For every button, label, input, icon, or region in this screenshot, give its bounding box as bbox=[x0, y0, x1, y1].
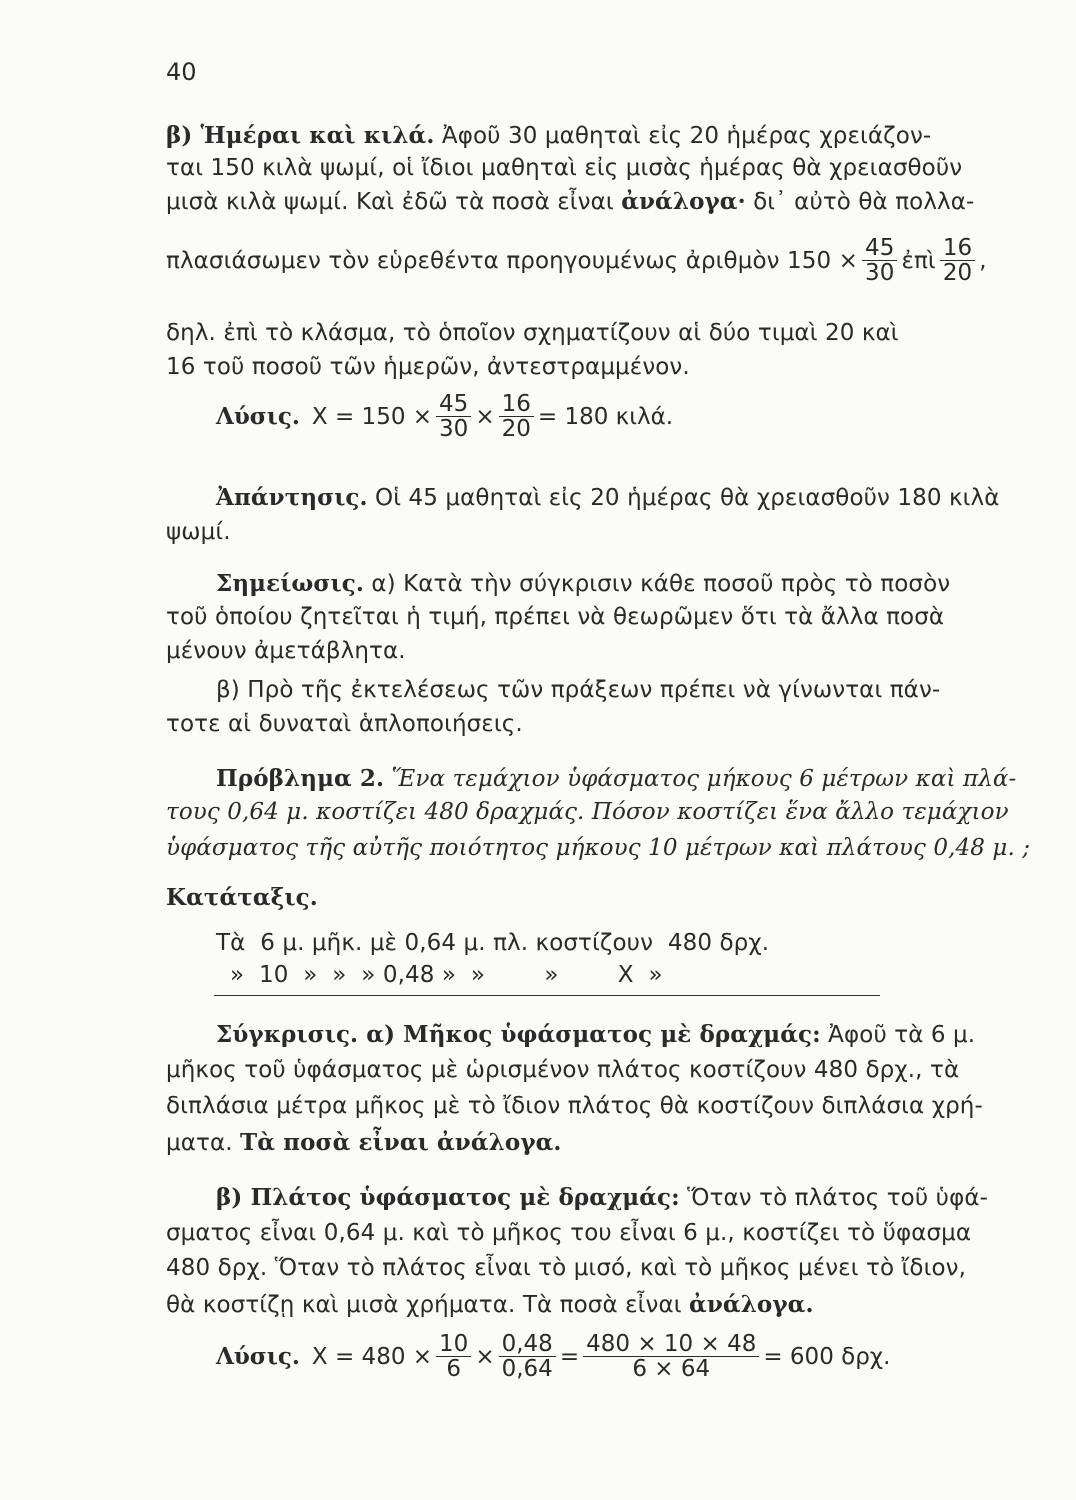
para1-line2: ται 150 κιλὰ ψωμί, οἱ ἴδιοι μαθηταὶ εἰς μισὰς ἡμέρας θὰ χρειασθοῦν bbox=[166, 155, 963, 181]
fraction-16-20: $\frac{16}{20}$ bbox=[499, 392, 534, 441]
answer-line1: Ἀπάντησις. Οἱ 45 μαθηταὶ εἰς 20 ἡμέρας θὰ χρειασθοῦν 180 κιλὰ bbox=[216, 484, 1000, 511]
arrangement-rule bbox=[214, 995, 880, 996]
para1-line3: μισὰ κιλὰ ψωμί. Καὶ ἐδῶ τὰ ποσὰ εἶναι ἀνάλογα· δι᾿ αὐτὸ θὰ πολλα- bbox=[166, 188, 975, 215]
comparison-line1: Σύγκρισις. α) Μῆκος ὑφάσματος μὲ δραχμάς: Ἀφοῦ τὰ 6 μ. bbox=[216, 1021, 976, 1048]
width-line4: θὰ κοστίζῃ καὶ μισὰ χρήματα. Τὰ ποσὰ εἶναι ἀνάλογα. bbox=[166, 1291, 814, 1318]
problem-line3: ὑφάσματος τῆς αὐτῆς ποιότητος μήκους 10 μέτρων καὶ πλάτους 0,48 μ. ; bbox=[166, 835, 1031, 861]
para1-line1: β) Ἡμέραι καὶ κιλά. Ἀφοῦ 30 μαθηταὶ εἰς 20 ἡμέρας χρειάζον- bbox=[166, 122, 932, 149]
width-line2: σματος εἶναι 0,64 μ. καὶ τὸ μῆκος του εἶναι 6 μ., κοστίζει τὸ ὕφασμα bbox=[166, 1220, 972, 1246]
fraction-product: $\frac{480 \times 10 \times 48}{6 \times 64}$ bbox=[583, 1332, 759, 1381]
fraction-048-064: $\frac{0,48}{0,64}$ bbox=[499, 1332, 556, 1381]
arrangement-row1: Τὰ 6 μ. μῆκ. μὲ 0,64 μ. πλ. κοστίζουν 480 δρχ. bbox=[216, 930, 770, 956]
problem-line2: τους 0,64 μ. κοστίζει 480 δραχμάς. Πόσον κοστίζει ἕνα ἄλλο τεμάχιον bbox=[166, 799, 1009, 825]
fraction-45-30: $\frac{45}{30}$ bbox=[862, 236, 897, 285]
fraction-45-30: $\frac{45}{30}$ bbox=[436, 392, 471, 441]
note-line1: Σημείωσις. α) Κατὰ τὴν σύγκρισιν κάθε ποσοῦ πρὸς τὸ ποσὸν bbox=[216, 570, 951, 597]
comparison-line2: μῆκος τοῦ ὑφάσματος μὲ ὡρισμένον πλάτος κοστίζουν 480 δρχ., τὰ bbox=[166, 1057, 960, 1083]
para1-line6: 16 τοῦ ποσοῦ τῶν ἡμερῶν, ἀντεστραμμένον. bbox=[166, 354, 690, 380]
width-line3: 480 δρχ. Ὅταν τὸ πλάτος εἶναι τὸ μισό, καὶ τὸ μῆκος μένει τὸ ἴδιον, bbox=[166, 1255, 967, 1281]
width-line1: β) Πλάτος ὑφάσματος μὲ δραχμάς: Ὅταν τὸ πλάτος τοῦ ὑφά- bbox=[216, 1184, 989, 1211]
note-line3: μένουν ἀμετάβλητα. bbox=[166, 638, 406, 664]
solution-2: Λύσις. X = 480 × $\frac{10}{6}$ × $\frac{0,48}{0,64}$ = $\frac{480 \times 10 \times 48}{6 \times 64}$ = 600 δρχ. bbox=[216, 1331, 891, 1383]
para1-line4: πλασιάσωμεν τὸν εὑρεθέντα προηγουμένως ἀριθμὸν 150 × $\frac{45}{30}$ ἐπὶ $\frac{16}{20}$ , bbox=[166, 235, 987, 287]
solution-1: Λύσις. X = 150 × $\frac{45}{30}$ × $\frac{16}{20}$ = 180 κιλά. bbox=[216, 391, 674, 443]
arrangement-row2: » 10 » » » 0,48 » » » X » bbox=[230, 962, 663, 988]
section-heading: β) Ἡμέραι καὶ κιλά. bbox=[166, 122, 435, 149]
page-number: 40 bbox=[166, 58, 197, 86]
fraction-10-6: $\frac{10}{6}$ bbox=[436, 1332, 471, 1381]
answer-line2: ψωμί. bbox=[166, 519, 231, 545]
note-line4: β) Πρὸ τῆς ἐκτελέσεως τῶν πράξεων πρέπει νὰ γίνωνται πάν- bbox=[216, 677, 941, 703]
note-line5: τοτε αἱ δυναταὶ ἁπλοποιήσεις. bbox=[166, 711, 523, 737]
para1-line5: δηλ. ἐπὶ τὸ κλάσμα, τὸ ὁποῖον σχηματίζουν αἱ δύο τιμαὶ 20 καὶ bbox=[166, 320, 899, 346]
comparison-line4: ματα. Τὰ ποσὰ εἶναι ἀνάλογα. bbox=[166, 1129, 562, 1156]
arrangement-heading: Κατάταξις. bbox=[166, 884, 318, 911]
fraction-16-20: $\frac{16}{20}$ bbox=[940, 236, 975, 285]
note-line2: τοῦ ὁποίου ζητεῖται ἡ τιμή, πρέπει νὰ θεωρῶμεν ὅτι τὰ ἄλλα ποσὰ bbox=[166, 604, 945, 630]
comparison-line3: διπλάσια μέτρα μῆκος μὲ τὸ ἴδιον πλάτος θὰ κοστίζουν διπλάσια χρή- bbox=[166, 1093, 983, 1119]
problem-line1: Πρόβλημα 2. Ἕνα τεμάχιον ὑφάσματος μήκους 6 μέτρων καὶ πλά- bbox=[216, 765, 1017, 792]
